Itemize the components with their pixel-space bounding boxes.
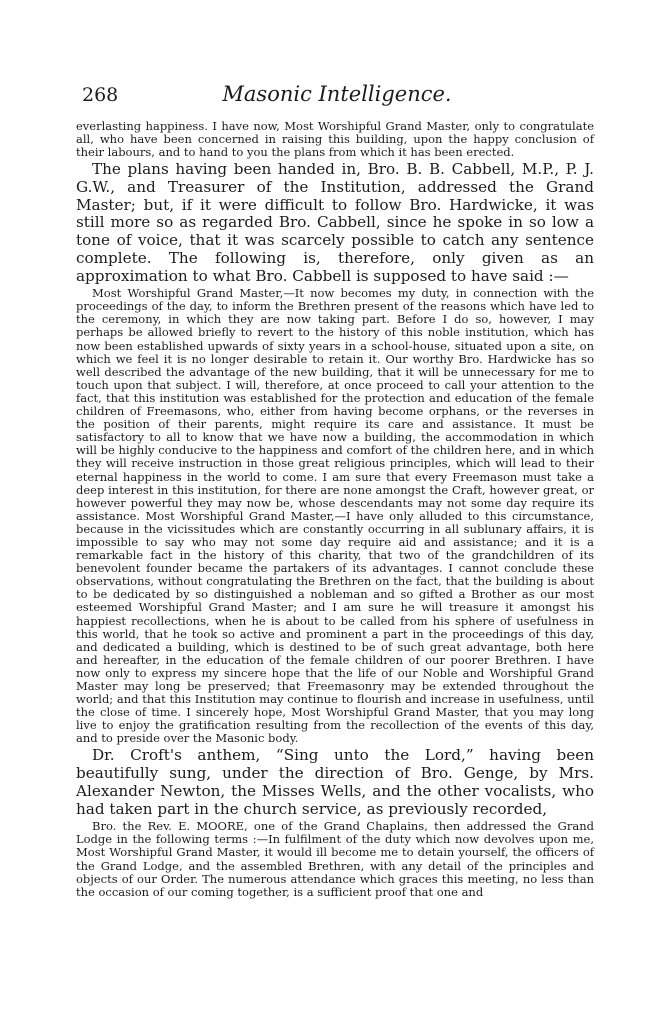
paragraph-cabbell-speech: Most Worshipful Grand Master,—It now becomes my duty, in connection with the proceedings of the day, to inform the Brethren present of the reasons which have led to the ceremony, in which they are now taking part. Before I do so, however, I may perhaps be allowed briefly to revert to the history of this noble institution, which has now been established upwards of sixty years in a school-house, situated upon a site, on which we feel it is no longer desirable to retain it. Our worthy Bro. Hardwicke has so well described the advantage of the new building, that it will be unnecessary for me to touch upon that subject. I will, therefore, at once proceed to call your attention to the fact, that this institution was established for the protection and education of the female children of Freemasons, who, either from having become orphans, or the reverses in the position of their parents, might require its care and assistance. It must be satisfactory to all to know that we have now a building, the accommodation in which will be highly conducive to the happiness and comfort of the children here, and in which they will receive instruction in those great religious principles, which will lead to their eternal happiness in the world to come. I am sure that every Freemason must take a deep interest in this institution, for there are none amongst the Craft, however great, or however powerful they may now be, whose descendants may not some day require its assistance. Most Worshipful Grand Master,—I have only alluded to this circumstance, because in the vicissitudes which are constantly occurring in all sublunary affairs, it is impossible to say who may not some day require aid and assistance; and it is a remarkable fact in the history of this charity, that two of the grandchildren of its benevolent founder became the partakers of its advantages. I cannot conclude these observations, without congratulating the Brethren on the fact, that the building is about to be dedicated by so distinguished a nobleman and so gifted a Brother as our most esteemed Worshipful Grand Master; and I am sure he will treasure it amongst his happiest recollections, when he is about to be called from his sphere of usefulness in this world, that he took so active and prominent a part in the proceedings of this day, and dedicated a building, which is destined to be of such great advantage, both here and hereafter, in the education of the female children of our poorer Brethren. I have now only to express my sincere hope that the life of our Noble and Worshipful Grand Master may long be preserved; that Freemasonry may be extended throughout the world; and that this Institution may continue to flourish and increase in usefulness, until the close of time. I sincerely hope, Most Worshipful Grand Master, that you may long live to enjoy the gratification resulting from the recollection of the events of this day, and to preside over the Masonic body. (76, 286, 594, 746)
page-number: 268 (82, 84, 119, 106)
paragraph-cabbell-intro: The plans having been handed in, Bro. B. B. Cabbell, M.P., P. J. G.W., and Treasurer of the Institution, addressed the Grand Master; but, if it were difficult to follow Bro. Hardwicke, it was still more so as regarded Bro. Cabbell, since he spoke in so low a tone of voice, that it was scarcely possible to catch any sentence complete. The following is, therefore, only given as an approximation to what Bro. Cabbell is supposed to have said :— (76, 160, 594, 285)
running-title: Masonic Intelligence. (222, 82, 452, 106)
paragraph-moore-address: Bro. the Rev. E. MOORE, one of the Grand Chaplains, then addressed the Grand Lodge in the following terms :—In fulfilment of the duty which now devolves upon me, Most Worshipful Grand Master, it would ill become me to detain yourself, the officers of the Grand Lodge, and the assembled Brethren, with any detail of the principles and objects of our Order. The numerous attendance which graces this meeting, no less than the occasion of our coming together, is a sufficient proof that one and (76, 819, 594, 899)
article-body (76, 120, 594, 899)
paragraph-opening: everlasting happiness. I have now, Most Worshipful Grand Master, only to congratulate all, who have been concerned in raising this building, upon the happy conclusion of their labours, and to hand to you the plans from which it has been erected. (76, 119, 594, 160)
page-header (82, 82, 592, 110)
paragraph-anthem: Dr. Croft's anthem, “Sing unto the Lord,” having been beautifully sung, under the direction of Bro. Genge, by Mrs. Alexander Newton, the Misses Wells, and the other vocalists, who had taken part in the church service, as previously recorded, (76, 746, 594, 818)
